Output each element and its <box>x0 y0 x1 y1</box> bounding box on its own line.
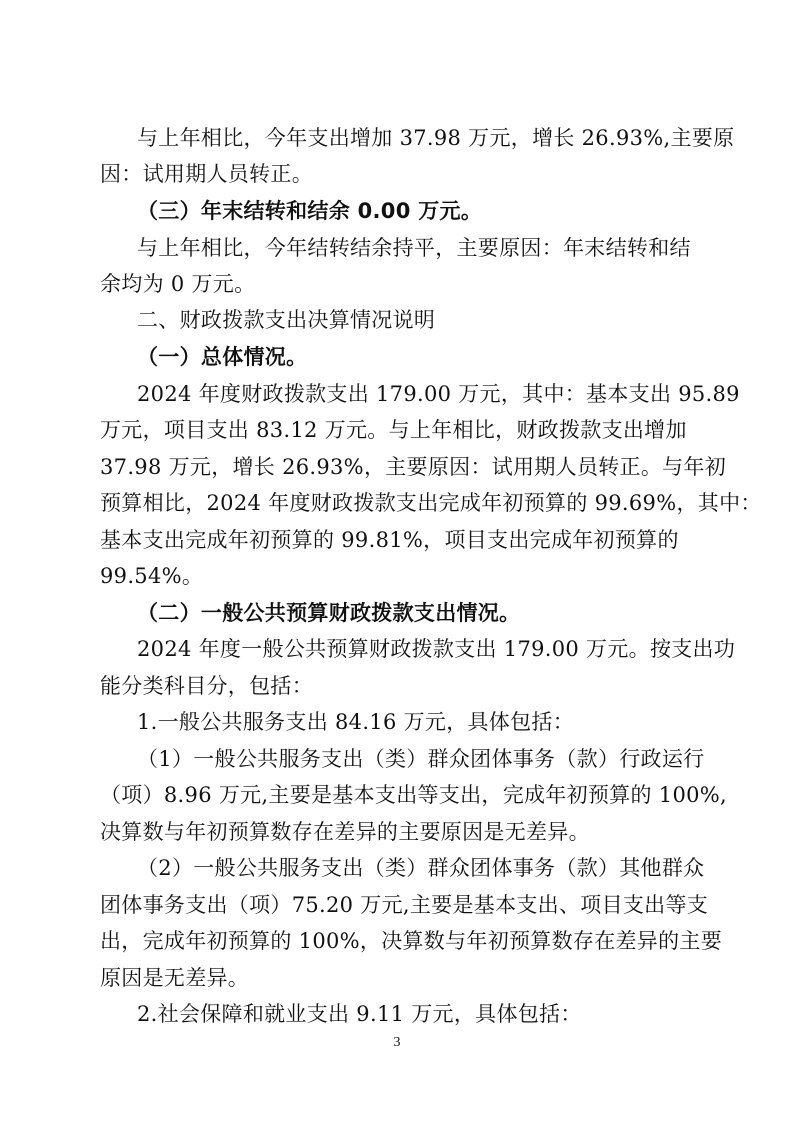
paragraph-line: 预算相比，2024 年度财政拨款支出完成年初预算的 99.69%，其中： <box>100 491 762 515</box>
paragraph-line: 与上年相比，今年支出增加 37.98 万元，增长 26.93%,主要原 <box>137 126 735 150</box>
paragraph-line: 决算数与年初预算数存在差异的主要原因是无差异。 <box>100 820 590 844</box>
paragraph-line: 余均为 0 万元。 <box>100 272 256 296</box>
section-heading: 二、财政拨款支出决算情况说明 <box>137 308 436 332</box>
paragraph-line: 因：试用期人员转正。 <box>100 162 313 186</box>
paragraph-line: （1）一般公共服务支出（类）群众团体事务（款）行政运行 <box>137 747 705 771</box>
section-heading: （二）一般公共预算财政拨款支出情况。 <box>137 601 521 625</box>
paragraph-line: 2024 年度财政拨款支出 179.00 万元，其中：基本支出 95.89 <box>137 382 740 406</box>
paragraph-line: 万元，项目支出 83.12 万元。与上年相比，财政拨款支出增加 <box>100 418 687 442</box>
paragraph-line: 2024 年度一般公共预算财政拨款支出 179.00 万元。按支出功 <box>137 637 736 661</box>
paragraph-line: 基本支出完成年初预算的 99.81%，项目支出完成年初预算的 <box>100 528 679 552</box>
section-heading: （一）总体情况。 <box>137 345 308 369</box>
paragraph-line: 2.社会保障和就业支出 9.11 万元，具体包括： <box>137 1002 582 1026</box>
paragraph-line: 1.一般公共服务支出 84.16 万元，具体包括： <box>137 710 575 734</box>
paragraph-line: 99.54%。 <box>100 564 204 588</box>
paragraph-line: 原因是无差异。 <box>100 966 250 990</box>
section-heading: （三）年末结转和结余 0.00 万元。 <box>137 199 483 223</box>
page-number: 3 <box>393 1035 401 1050</box>
paragraph-line: 与上年相比，今年结转结余持平，主要原因：年末结转和结 <box>137 236 691 260</box>
paragraph-line: 团体事务支出（项）75.20 万元,主要是基本支出、项目支出等支 <box>100 893 709 917</box>
paragraph-line: 37.98 万元，增长 26.93%，主要原因：试用期人员转正。与年初 <box>100 455 727 479</box>
paragraph-line: （2）一般公共服务支出（类）群众团体事务（款）其他群众 <box>137 856 705 880</box>
paragraph-line: 能分类科目分，包括： <box>100 674 313 698</box>
paragraph-line: 出，完成年初预算的 100%，决算数与年初预算数存在差异的主要 <box>100 929 723 953</box>
paragraph-line: （项）8.96 万元,主要是基本支出等支出，完成年初预算的 100%, <box>100 783 727 807</box>
